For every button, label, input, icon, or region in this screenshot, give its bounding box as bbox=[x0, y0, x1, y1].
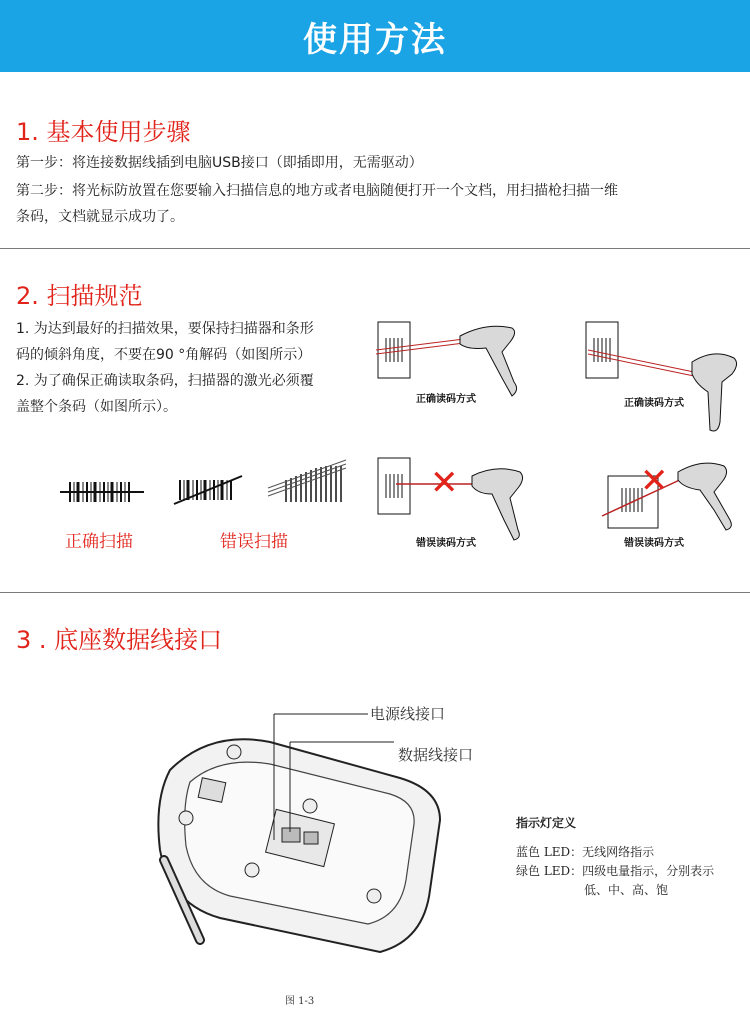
barcode-wrong-skew-illustration bbox=[266, 462, 356, 506]
barcode-correct-illustration bbox=[60, 478, 150, 508]
barcode-wrong-angle-illustration bbox=[172, 474, 252, 508]
step2-text: 第二步：将光标防放置在您要输入扫描信息的地方或者电脑随便打开一个文档，用扫描枪扫描一维 bbox=[16, 183, 618, 199]
svg-text:✕: ✕ bbox=[640, 461, 669, 501]
callout-data-port: 数据线接口 bbox=[398, 746, 474, 764]
led-legend-green: 绿色 LED：四级电量指示，分别表示 bbox=[516, 864, 715, 878]
divider-1 bbox=[0, 248, 750, 249]
scanner-correct-diagram-b bbox=[584, 318, 744, 448]
rule1-text: 1. 为达到最好的扫描效果，要保持扫描器和条形 bbox=[16, 321, 314, 337]
led-legend-title: 指示灯定义 bbox=[516, 816, 577, 830]
rule2-text-cont: 盖整个条码（如图所示）。 bbox=[16, 399, 177, 415]
section2-title: 2. 扫描规范 bbox=[16, 282, 143, 310]
wrong-scan-label: 错误扫描 bbox=[220, 532, 288, 552]
divider-2 bbox=[0, 592, 750, 593]
section3-title: 3 . 底座数据线接口 bbox=[16, 626, 223, 654]
page-header bbox=[0, 0, 750, 72]
rule1-text-cont: 码的倾斜角度，不要在90 °角解码（如图所示） bbox=[16, 347, 312, 363]
step2-text-cont: 条码，文档就显示成功了。 bbox=[16, 209, 184, 225]
led-legend-blue: 蓝色 LED：无线网络指示 bbox=[516, 845, 655, 859]
svg-text:✕: ✕ bbox=[430, 463, 459, 503]
cradle-base-diagram bbox=[140, 690, 500, 980]
callout-power-port: 电源线接口 bbox=[370, 705, 446, 723]
caption-wrong-a: 错误读码方式 bbox=[416, 538, 476, 549]
led-legend-green-levels: 低、中、高、饱 bbox=[584, 883, 669, 897]
caption-correct-a: 正确读码方式 bbox=[416, 394, 476, 405]
rule2-text: 2. 为了确保正确读取条码，扫描器的激光必须覆 bbox=[16, 373, 314, 389]
caption-correct-b: 正确读码方式 bbox=[624, 398, 684, 409]
page-title: 使用方法 bbox=[303, 20, 447, 60]
step1-text: 第一步：将连接数据线插到电脑USB接口（即插即用，无需驱动） bbox=[16, 155, 423, 171]
caption-wrong-b: 错误读码方式 bbox=[624, 538, 684, 549]
correct-scan-label: 正确扫描 bbox=[65, 532, 133, 552]
section1-title: 1. 基本使用步骤 bbox=[16, 118, 191, 146]
figure-caption: 图 1-3 bbox=[285, 996, 315, 1007]
